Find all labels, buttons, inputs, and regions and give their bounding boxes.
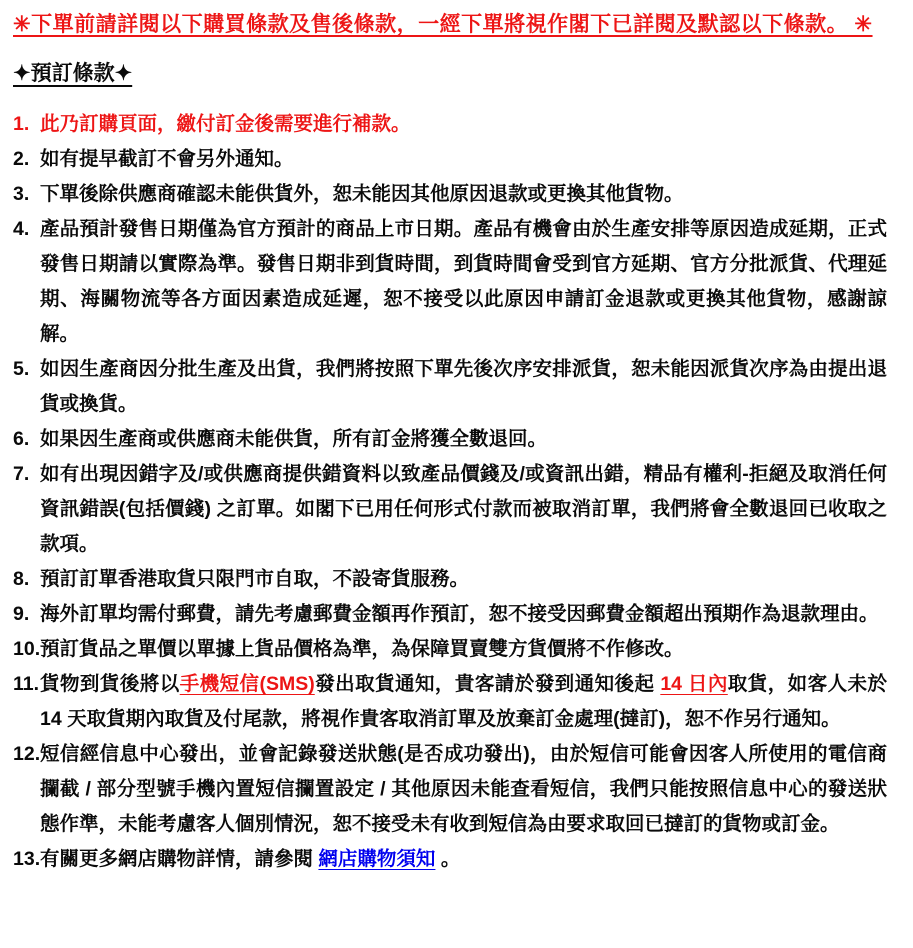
term-text: 預訂訂單香港取貨只限門市自取，不設寄貨服務。 xyxy=(40,568,470,590)
term-item-3 xyxy=(13,177,887,212)
highlighted-red-text: 手機短信(SMS) xyxy=(179,673,315,695)
term-number: 9. xyxy=(13,603,30,625)
term-text: 短信經信息中心發出，並會記錄發送狀態(是否成功發出)，由於短信可能會因客人所使用的電信商攔截 / 部分型號手機內置短信攔置設定 / 其他原因未能查看短信，我們只能按照信息中心的發送狀態作準，未能考慮客人個別情況，恕不接受未有收到短信為由要求取回已撻訂的貨物或訂金。 xyxy=(40,743,887,835)
section-title-preorder-terms: ✦預訂條款✦ xyxy=(13,62,133,85)
shop-guide-link[interactable]: 網店購物須知 xyxy=(318,848,436,870)
term-text: 下單後除供應商確認未能供貨外，恕未能因其他原因退款或更換其他貨物。 xyxy=(40,183,684,205)
highlighted-red-text: 14 日內 xyxy=(660,673,728,695)
term-item-7 xyxy=(13,457,887,562)
term-item-9 xyxy=(13,597,887,632)
term-number: 10. xyxy=(13,638,41,660)
term-number: 5. xyxy=(13,358,30,380)
term-item-13 xyxy=(13,842,887,877)
pre-order-warning-header: ✳下單前請詳閱以下購買條款及售後條款，一經下單將視作閣下已詳閱及默認以下條款。 ✳ xyxy=(13,13,873,36)
term-text: 貨物到貨後將以 xyxy=(40,673,180,695)
term-number: 11. xyxy=(13,673,40,695)
term-number: 7. xyxy=(13,463,30,485)
term-item-6 xyxy=(13,422,887,457)
term-number: 4. xyxy=(13,218,30,240)
term-number: 13. xyxy=(13,848,41,870)
term-text: 取貨，如客人未於 14 天取貨期內取貨及付尾款，將視作貴客取消訂單及放棄訂金處理(撻訂)，恕不作另行通知。 xyxy=(40,673,887,730)
term-text: 海外訂單均需付郵費，請先考慮郵費金額再作預訂，恕不接受因郵費金額超出預期作為退款理由。 xyxy=(40,603,879,625)
term-item-11 xyxy=(13,667,887,737)
term-text: 如果因生產商或供應商未能供貨，所有訂金將獲全數退回。 xyxy=(40,428,548,450)
term-item-12 xyxy=(13,737,887,842)
term-item-10 xyxy=(13,632,887,667)
term-text: 有關更多網店購物詳情，請參閱 xyxy=(40,848,319,870)
term-text: 。 xyxy=(435,848,461,870)
term-text: 產品預計發售日期僅為官方預計的商品上市日期。產品有機會由於生產安排等原因造成延期，正式發售日期請以實際為準。發售日期非到貨時間，到貨時間會受到官方延期、官方分批派貨、代理延期、海關物流等各方面因素造成延遲，恕不接受以此原因申請訂金退款或更換其他貨物，感謝諒解。 xyxy=(40,218,887,345)
term-text: 如因生產商因分批生產及出貨，我們將按照下單先後次序安排派貨，恕未能因派貨次序為由提出退貨或換貨。 xyxy=(40,358,887,415)
term-number: 8. xyxy=(13,568,30,590)
terms-list xyxy=(13,107,887,877)
term-number: 2. xyxy=(13,148,30,170)
term-text: 預訂貨品之單價以單據上貨品價格為準，為保障買賣雙方貨價將不作修改。 xyxy=(40,638,684,660)
term-text: 發出取貨通知，貴客請於發到通知後起 xyxy=(314,673,661,695)
term-item-8 xyxy=(13,562,887,597)
term-item-5 xyxy=(13,352,887,422)
term-number: 1. xyxy=(13,113,30,135)
term-number: 12. xyxy=(13,743,41,765)
term-number: 3. xyxy=(13,183,30,205)
term-text: 如有出現因錯字及/或供應商提供錯資料以致產品價錢及/或資訊出錯，精品有權利-拒絕及取消任何資訊錯誤(包括價錢) 之訂單。如閣下已用任何形式付款而被取消訂單，我們將會全數退回已收取之款項。 xyxy=(40,463,887,555)
term-item-4 xyxy=(13,212,887,352)
term-item-1 xyxy=(13,107,887,142)
term-item-2 xyxy=(13,142,887,177)
term-text: 如有提早截訂不會另外通知。 xyxy=(40,148,294,170)
term-text: 此乃訂購頁面，繳付訂金後需要進行補款。 xyxy=(40,113,411,135)
term-number: 6. xyxy=(13,428,30,450)
